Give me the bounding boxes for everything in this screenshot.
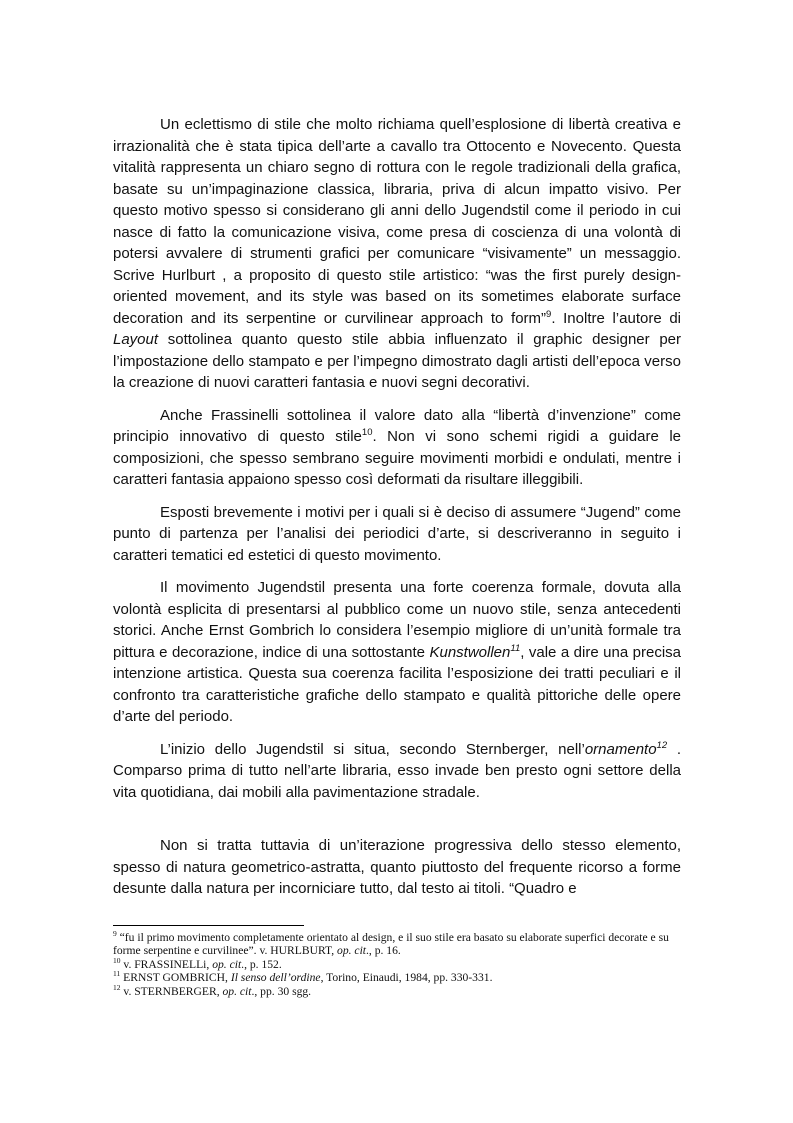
paragraph-text: . Non vi sono schemi rigidi a guidare le composizioni, che spesso sembrano seguire movimenti morbidi e ondulati, mentre i caratteri fantasia appaiono spesso così deformati da risultare illeggibili. (113, 428, 681, 488)
paragraph (113, 835, 681, 900)
footnote (113, 931, 681, 958)
paragraph-text: Un eclettismo di stile che molto richiama quell’esplosione di libertà creativa e irrazionalità che è stata tipica dell’arte a cavallo tra Ottocento e Novecento. Questa vitalità rappresenta un chiaro segno di rottura con le regole tradizionali della grafica, basate su un’impaginazione classica, libraria, priva di alcun impatto visivo. Per questo motivo spesso si considerano gli anni dello Jugendstil come il periodo in cui nasce di fatto la comunicazione visiva, come presa di coscienza di una volontà di potersi avvalere di strumenti grafici per comunicare “visivamente” un messaggio. Scrive Hurlburt , a proposito di questo stile artistico: “was the first purely design-oriented movement, and its style was based on its sometimes elaborate surface decoration and its serpentine or curvilinear approach to form” (113, 116, 681, 327)
paragraph-text: Esposti brevemente i motivi per i quali si è deciso di assumere “Jugend” come punto di partenza per l’analisi dei periodici d’arte, si descriveranno in seguito i caratteri tematici ed estetici di questo movimento. (113, 503, 681, 564)
footnote-text: ERNST GOMBRICH, (120, 971, 231, 985)
paragraph-text: L’inizio dello Jugendstil si situa, secondo Sternberger, nell’ (160, 740, 585, 758)
body-text (113, 114, 681, 911)
footnote-reference: 11 (510, 642, 521, 654)
footnote-citation: op. cit (337, 944, 367, 958)
footnote-citation: Il senso dell’ordine (230, 971, 321, 985)
footnote-text: ., p. 152. (241, 957, 282, 971)
footnote-number: 11 (113, 969, 121, 979)
paragraph-text: . Inoltre l’autore di (551, 309, 681, 327)
footnote-citation: op. cit (222, 984, 252, 998)
footnote-text: ., p. 16. (366, 944, 401, 958)
footnote (113, 971, 681, 984)
paragraph-text: . Comparso prima di tutto nell’arte libraria, esso invade ben presto ogni settore della vita quotidiana, dai mobili alla pavimentazione stradale. (113, 740, 681, 801)
footnote-text: v. STERNBERGER, (120, 984, 223, 998)
footnote (113, 955, 681, 971)
paragraph (113, 502, 681, 567)
emphasized-term: ornamento (584, 740, 657, 758)
footnote-text: v. FRASSINELLi, (120, 957, 213, 971)
paragraph-text: Anche Frassinelli sottolinea il valore dato alla “libertà d’invenzione” come principio innovativo di questo stile (113, 406, 681, 445)
paragraph-text: Non si tratta tuttavia di un’iterazione progressiva dello stesso elemento, spesso di natura geometrico-astratta, quanto piuttosto del frequente ricorso a forme desunte dalla natura per incorniciare tutto, dal testo ai titoli. “Quadro e (113, 837, 681, 897)
footnote-text: ., pp. 30 sgg. (251, 984, 312, 998)
footnote-separator (113, 925, 304, 926)
paragraph-text: Il movimento Jugendstil presenta una forte coerenza formale, dovuta alla volontà esplicita di presentarsi al pubblico come un nuovo stile, senza antecedenti storici. Anche Ernst Gombrich lo considera l’esempio migliore di un’unità formale tra pittura e decorazione, indice di una sottostante (113, 579, 681, 661)
paragraph (113, 114, 681, 394)
emphasized-term: Kunstwollen (429, 643, 511, 661)
footnote-reference: 9 (546, 308, 552, 320)
paragraph (113, 577, 681, 728)
footnote-reference: 10 (361, 427, 373, 438)
paragraph-text: sottolinea quanto questo stile abbia influenzato il graphic designer per l’impostazione dello stampato e per l’impegno dimostrato dagli artisti dell’epoca verso la creazione di nuovi caratteri fantasia e nuovi segni decorativi. (113, 331, 681, 391)
paragraph (113, 739, 681, 804)
footnote-text: “fu il primo movimento completamente orientato al design, e il suo stile era basato su elaborate superfici decorate e su forme serpentine e curvilinee”. v. HURLBURT, (113, 931, 669, 958)
footnote-number: 10 (113, 955, 121, 965)
footnote-number: 12 (113, 982, 121, 992)
footnote (113, 982, 681, 998)
footnotes (113, 931, 681, 998)
footnote-reference: 12 (656, 739, 668, 751)
paragraph (113, 405, 681, 491)
paragraph-text: , vale a dire una precisa intenzione artistica. Questa sua coerenza facilita l’esposizione dei tratti peculiari e il confronto tra caratteristiche grafiche dello stampato e qualità pittoriche delle opere d’arte del periodo. (113, 643, 681, 725)
book-title: Layout (113, 331, 159, 348)
footnote-text: , Torino, Einaudi, 1984, pp. 330-331. (320, 971, 493, 985)
footnote-citation: op. cit (212, 957, 242, 971)
footnote-number: 9 (113, 929, 117, 939)
